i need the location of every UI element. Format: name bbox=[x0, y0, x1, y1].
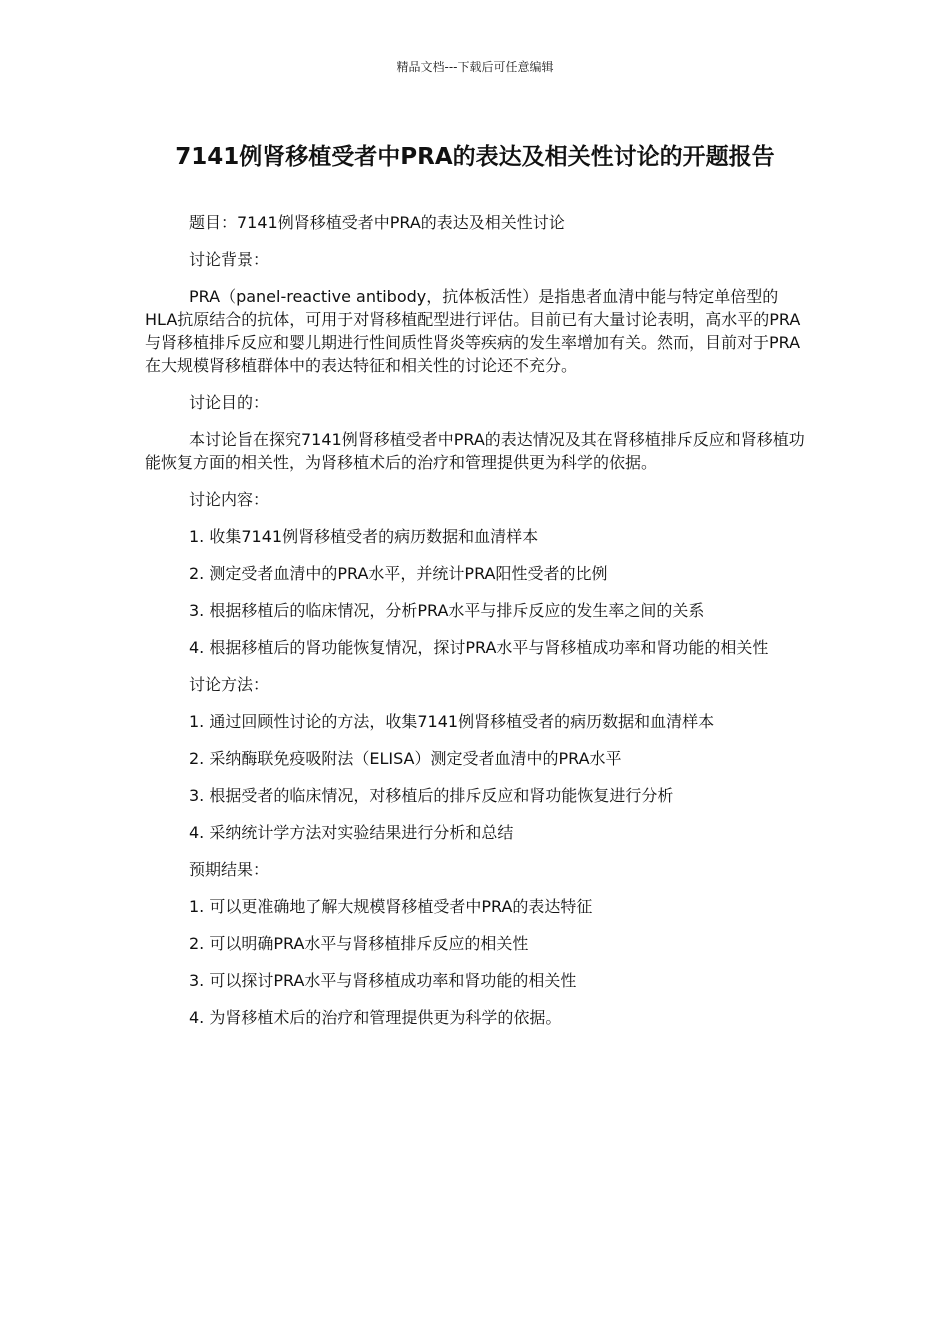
heading-method: 讨论方法： bbox=[189, 675, 270, 694]
list-item: 3. 根据受者的临床情况，对移植后的排斥反应和肾功能恢复进行分析 bbox=[189, 786, 674, 805]
paragraph-background: PRA（panel-reactive antibody，抗体板活性）是指患者血清中能与特定单倍型的HLA抗原结合的抗体，可用于对肾移植配型进行评估。目前已有大量讨论表明，高水平的PRA与肾移植排斥反应和婴儿期进行性间质性肾炎等疾病的发生率增加有关。然而，目前对于PRA在大规模肾移植群体中的表达特征和相关性的讨论还不充分。 bbox=[145, 287, 801, 375]
list-item: 1. 收集7141例肾移植受者的病历数据和血清样本 bbox=[189, 527, 539, 546]
document-title: 7141例肾移植受者中PRA的表达及相关性讨论的开题报告 bbox=[175, 144, 775, 170]
list-item: 2. 采纳酶联免疫吸附法（ELISA）测定受者血清中的PRA水平 bbox=[189, 749, 622, 768]
paragraph-topic: 题目：7141例肾移植受者中PRA的表达及相关性讨论 bbox=[189, 213, 565, 232]
list-item: 1. 通过回顾性讨论的方法，收集7141例肾移植受者的病历数据和血清样本 bbox=[189, 712, 715, 731]
list-item: 4. 为肾移植术后的治疗和管理提供更为科学的依据。 bbox=[189, 1008, 562, 1027]
heading-purpose: 讨论目的： bbox=[189, 393, 270, 412]
heading-expected-results: 预期结果： bbox=[189, 860, 270, 879]
list-item: 1. 可以更准确地了解大规模肾移植受者中PRA的表达特征 bbox=[189, 897, 593, 916]
heading-background: 讨论背景： bbox=[189, 250, 270, 269]
document-body bbox=[145, 211, 809, 1043]
list-item: 3. 根据移植后的临床情况，分析PRA水平与排斥反应的发生率之间的关系 bbox=[189, 601, 705, 620]
list-item: 2. 测定受者血清中的PRA水平，并统计PRA阳性受者的比例 bbox=[189, 564, 608, 583]
list-item: 4. 根据移植后的肾功能恢复情况，探讨PRA水平与肾移植成功率和肾功能的相关性 bbox=[189, 638, 769, 657]
list-item: 3. 可以探讨PRA水平与肾移植成功率和肾功能的相关性 bbox=[189, 971, 577, 990]
page-header: 精品文档---下载后可任意编辑 bbox=[396, 60, 554, 74]
list-item: 4. 采纳统计学方法对实验结果进行分析和总结 bbox=[189, 823, 514, 842]
list-item: 2. 可以明确PRA水平与肾移植排斥反应的相关性 bbox=[189, 934, 529, 953]
heading-content: 讨论内容： bbox=[189, 490, 270, 509]
paragraph-purpose: 本讨论旨在探究7141例肾移植受者中PRA的表达情况及其在肾移植排斥反应和肾移植功能恢复方面的相关性，为肾移植术后的治疗和管理提供更为科学的依据。 bbox=[145, 430, 805, 472]
